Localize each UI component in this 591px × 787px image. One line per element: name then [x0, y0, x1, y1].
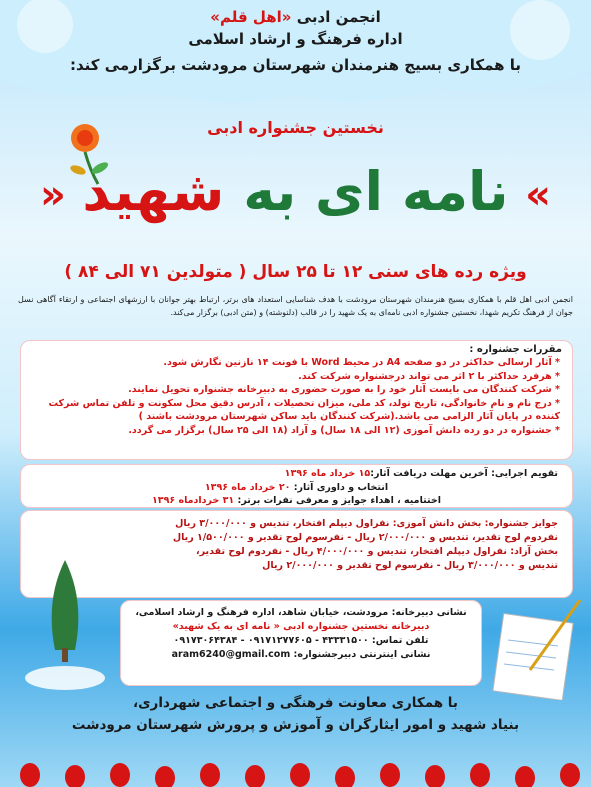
quote-close: » — [40, 172, 66, 218]
rules-heading: مقررات جشنواره : — [469, 344, 562, 355]
schedule-row: تقویم اجرایی: آخرین مهلت دریافت آثار:۱۵ خرداد ماه ۱۳۹۶ — [284, 468, 558, 479]
cypress-tree-icon — [20, 560, 110, 690]
festival-label: نخستین جشنواره ادبی — [207, 118, 384, 137]
main-title — [40, 142, 551, 242]
cooperation-footer — [0, 692, 591, 736]
letter-quill-icon — [490, 600, 585, 700]
rules-box — [20, 340, 573, 460]
cooperation-line: بنیاد شهید و امور ایثارگران و آموزش و پرورش شهرستان مرودشت — [71, 717, 520, 733]
schedule-row: اختتامیه ، اهداء جوایز و معرفی نفرات برتر: ۳۱ خردادماه ۱۳۹۶ — [151, 495, 441, 506]
cooperation-line: با همکاری معاونت فرهنگی و اجتماعی شهرداری، — [133, 695, 458, 711]
rule-item: * شرکت کنندگان می بایست آثار خود را به صورت حضوری به دبیرخانه جشنواره تحویل نمایند. — [128, 384, 560, 395]
award-row: نفردوم لوح تقدیر، تندیس و ۲/۰۰۰/۰۰۰ ریال - نفرسوم لوح تقدیر و ۱/۵۰۰/۰۰۰ ریال — [172, 532, 558, 543]
age-line: ویژه رده های سنی ۱۲ تا ۲۵ سال ( متولدین ۷۱ الی ۸۴ ) — [64, 262, 527, 282]
award-row: تندیس و ۳/۰۰۰/۰۰۰ ریال - نفرسوم لوح تقدیر و ۲/۰۰۰/۰۰۰ ریال — [262, 560, 558, 571]
schedule-row: انتخاب و داوری آثار: ۲۰ خرداد ماه ۱۳۹۶ — [204, 481, 389, 493]
email-line: نشانی اینترنتی دبیرجشنواره: aram6240@gmail.com — [171, 649, 431, 660]
address-line: نشانی دبیرخانه: مرودشت، خیابان شاهد، اداره فرهنگ و ارشاد اسلامی، — [135, 607, 467, 618]
rule-item: * هرفرد حداکثر با ۲ اثر می تواند درجشنواره شرکت کند. — [298, 370, 560, 382]
intro-paragraph: انجمن ادبی اهل قلم با همکاری بسیج هنرمندان شهرستان مرودشت با هدف شناسایی استعداد های برتر، ارتباط بهتر جوانان با ارزشهای اجتماعی و ارتقاء آگاهی نسل جوان از فرهنگ تکریم شهدا، نخستین جشنواره ادبی نامه‌ای به یک شهید را در قالب (دلنوشته) و (متن ادبی) برگزار می‌کند. — [18, 295, 573, 317]
phone-line: تلفن تماس: ۴۳۳۳۱۵۰۰ - ۰۹۱۷۱۲۷۷۶۰۵ - ۰۹۱۷۳۰۶۴۳۸۴ — [173, 635, 429, 646]
rule-item: * آثار ارسالی حداکثر در دو صفحه A4 در محیط Word با فونت ۱۴ نازنین نگارش شود. — [163, 357, 560, 368]
ministry-line: اداره فرهنگ و ارشاد اسلامی — [188, 30, 403, 48]
organizer-line — [0, 8, 591, 26]
contact-box — [120, 600, 482, 686]
rule-item: * درج نام و نام خانوادگی، تاریخ تولد، کد ملی، میزان تحصیلات ، آدرس دقیق محل سکونت و تلفن تماس شرکت کننده در پایان آثار الزامی می باشد.(شرکت کنندگان باید ساکن شهرستان مرودشت باشند ) — [48, 397, 560, 422]
tulips-decoration — [0, 737, 591, 787]
organizer-highlight: «اهل قلم» — [210, 8, 292, 26]
rule-item: * جشنواره در دو رده دانش آموزی (۱۲ الی ۱۸ سال) و آزاد (۱۸ الی ۲۵ سال) برگزار می گردد. — [128, 424, 560, 436]
organizer-text: انجمن ادبی — [291, 8, 381, 26]
schedule-box — [20, 464, 573, 508]
secretariat-line: دبیرخانه نخستین جشنواره ادبی « نامه ای به یک شهید» — [172, 621, 430, 632]
email-link[interactable]: aram6240@gmail.com — [171, 649, 291, 660]
quote-open: « — [525, 172, 551, 218]
award-row: بخش آزاد: نفراول دیپلم افتخار، تندیس و ۴/۰۰۰/۰۰۰ ریال - نفردوم لوح تقدیر، — [196, 546, 558, 557]
award-row: جوایز جشنواره: بخش دانش آموزی: نفراول دیپلم افتخار، تندیس و ۳/۰۰۰/۰۰۰ ریال — [175, 518, 558, 529]
cooperation-announce-line: با همکاری بسیج هنرمندان شهرستان مرودشت برگزارمی کند: — [69, 56, 522, 74]
main-title-part1: نامه ای به — [224, 160, 509, 223]
main-title-part2: شهید — [82, 160, 225, 223]
